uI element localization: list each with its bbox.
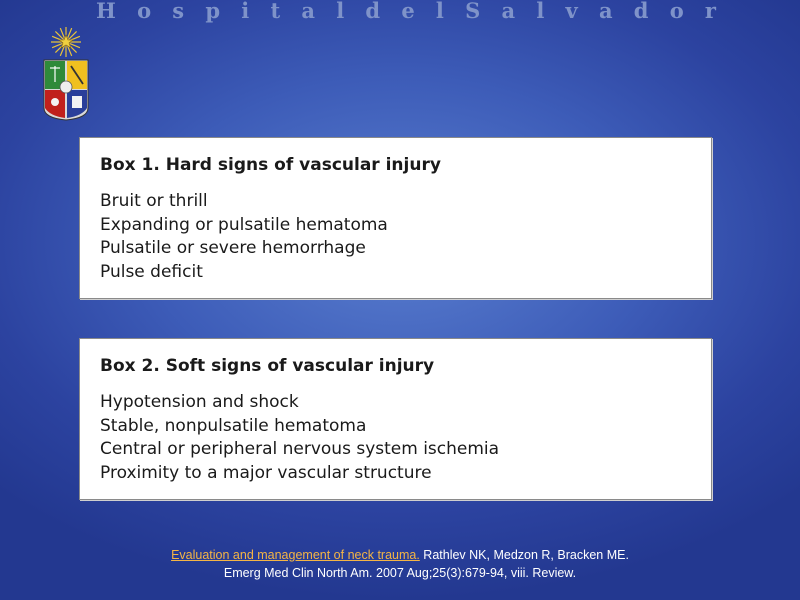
title-letter: t	[270, 0, 281, 23]
university-crest-icon	[40, 24, 92, 122]
list-item: Stable, nonpulsatile hematoma	[100, 415, 367, 436]
hard-signs-box	[79, 137, 712, 299]
title-letter: s	[172, 0, 185, 23]
list-item: Central or peripheral nervous system ischemia	[100, 439, 500, 459]
signs-list	[100, 190, 388, 284]
soft-signs-box	[79, 338, 712, 500]
title-letter: l	[536, 0, 545, 23]
citation	[0, 546, 800, 582]
title-letter: d	[633, 0, 649, 23]
title-letter: a	[598, 0, 613, 23]
title-letter: i	[241, 0, 250, 23]
title-letter: l	[435, 0, 444, 23]
box-title: Box 2. Soft signs of vascular injury	[100, 356, 435, 376]
shield-icon	[44, 60, 88, 120]
title-letter: r	[704, 0, 716, 23]
title-letter: a	[301, 0, 315, 23]
title-letter: d	[365, 0, 381, 23]
box-title: Box 1. Hard signs of vascular injury	[100, 155, 441, 175]
list-item: Pulse deficit	[100, 261, 203, 282]
title-letter: l	[336, 0, 345, 23]
title-letter: v	[565, 0, 578, 23]
title-letter: S	[465, 0, 481, 23]
title-letter: H	[96, 0, 116, 23]
citation-line-1	[0, 546, 800, 564]
list-item: Bruit or thrill	[100, 191, 208, 211]
title-letter: o	[137, 0, 152, 23]
citation-source: Emerg Med Clin North Am. 2007 Aug;25(3):679-94, viii. Review.	[223, 566, 577, 580]
title-letter: p	[205, 0, 221, 23]
list-item: Pulsatile or severe hemorrhage	[100, 238, 366, 258]
title-letter: o	[669, 0, 684, 23]
citation-authors: Rathlev NK, Medzon R, Bracken ME.	[419, 548, 629, 562]
list-item: Hypotension and shock	[100, 392, 299, 412]
signs-list	[100, 391, 499, 485]
hospital-title	[96, 0, 716, 24]
article-link[interactable]: Evaluation and management of neck trauma.	[171, 548, 420, 562]
title-letter: a	[501, 0, 516, 23]
list-item: Expanding or pulsatile hematoma	[100, 214, 388, 235]
star-icon	[51, 27, 81, 57]
list-item: Proximity to a major vascular structure	[100, 462, 432, 483]
title-letter: e	[401, 0, 415, 23]
